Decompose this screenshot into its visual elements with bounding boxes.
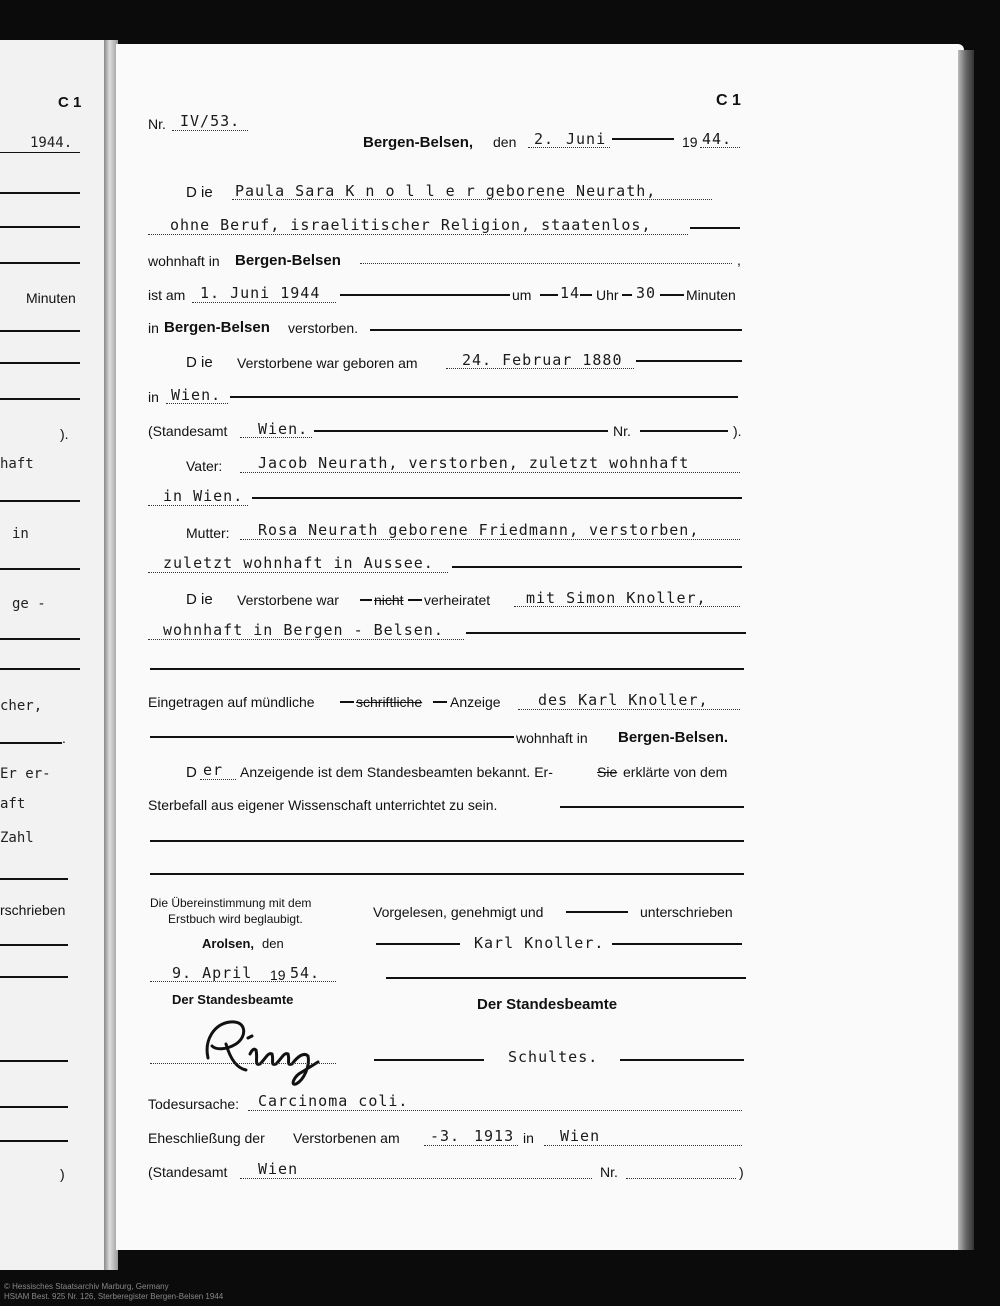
certification-year-suffix: 54. — [290, 964, 321, 982]
residence-place: Bergen-Belsen — [235, 252, 341, 269]
informant-residence: Bergen-Belsen. — [618, 729, 729, 746]
certification-place: Arolsen, — [202, 936, 255, 951]
official-signature — [196, 1010, 336, 1090]
birth-prefix: D ie — [186, 354, 213, 371]
spouse-residence: wohnhaft in Bergen - Belsen. — [163, 621, 444, 639]
left-fragment: ). — [60, 426, 69, 442]
marriage-date-year: 1913 — [474, 1127, 515, 1145]
schriftliche-struck: schriftliche — [356, 694, 423, 710]
birth-text: Verstorbene war geboren am — [237, 355, 418, 371]
birth-in-label: in — [148, 389, 159, 405]
signed-text: unterschrieben — [640, 904, 733, 920]
header-day: 2. — [534, 130, 555, 148]
marriage-in-label: in — [523, 1130, 534, 1146]
birth-place: Wien. — [171, 386, 222, 404]
page-edge — [958, 50, 974, 1250]
header-year-suffix: 44. — [702, 130, 733, 148]
marital-text-a: Verstorbene war — [237, 592, 339, 608]
wohnhaft-label: wohnhaft in — [148, 253, 220, 269]
certification-note-2: Erstbuch wird beglaubigt. — [168, 912, 303, 926]
left-fragment: . — [62, 730, 66, 746]
mother-line-1: Rosa Neurath geborene Friedmann, verstorben, — [258, 521, 700, 539]
read-approved-text: Vorgelesen, genehmigt und — [373, 904, 544, 920]
informant-signature: Karl Knoller. — [474, 934, 605, 952]
marriage-place: Wien — [560, 1127, 601, 1145]
vater-label: Vater: — [186, 458, 223, 474]
birth-close: ). — [733, 423, 742, 439]
death-date: 1. Juni 1944 — [200, 284, 321, 302]
cause-value: Carcinoma coli. — [258, 1092, 409, 1110]
marriage-nr-label: Nr. — [600, 1164, 618, 1180]
marital-prefix: D ie — [186, 591, 213, 608]
archive-footer — [4, 1282, 223, 1302]
left-fragment: aft — [0, 796, 26, 812]
marriage-label-a: Eheschließung der — [148, 1130, 265, 1146]
footer-line-2: HStAM Best. 925 Nr. 126, Sterberegister Bergen-Belsen 1944 — [4, 1292, 224, 1301]
minuten-label: Minuten — [686, 287, 736, 303]
birth-date: 24. Februar 1880 — [462, 351, 623, 369]
birth-standesamt-label: (Standesamt — [148, 423, 228, 439]
report-line-2: Sterbefall aus eigener Wissenschaft unterrichtet zu sein. — [148, 797, 498, 813]
certification-official-label: Der Standesbeamte — [172, 992, 294, 1007]
left-fragment: in — [12, 526, 29, 542]
certification-den: den — [262, 936, 284, 951]
birth-standesamt: Wien. — [258, 420, 309, 438]
place-heading: Bergen-Belsen, — [363, 134, 474, 151]
marriage-label-b: Verstorbenen am — [293, 1130, 400, 1146]
header-month: Juni — [566, 130, 607, 148]
certification-date: 9. April — [172, 964, 253, 982]
left-fragment: Er er- — [0, 766, 51, 782]
report-known-text: Anzeigende ist dem Standesbeamten bekannt. Er- — [240, 764, 553, 780]
footer-line-1: © Hessisches Staatsarchiv Marburg, Germany — [4, 1282, 169, 1291]
page-marker: C 1 — [716, 92, 741, 109]
certification-note-1: Die Übereinstimmung mit dem — [150, 896, 312, 910]
record-number-label: Nr. — [148, 116, 166, 132]
father-line-1: Jacob Neurath, verstorben, zuletzt wohnhaft — [258, 454, 690, 472]
header-year-prefix: 19 — [682, 134, 698, 150]
left-fragment: ) — [60, 1166, 65, 1182]
marriage-date-prefix: -3. — [430, 1127, 461, 1145]
marital-nicht-struck: nicht — [374, 592, 404, 608]
left-fragment: Minuten — [26, 290, 76, 306]
cause-label: Todesursache: — [148, 1096, 240, 1112]
um-label: um — [512, 287, 532, 303]
marital-text-b: verheiratet — [424, 592, 491, 608]
anzeige-label: Anzeige — [450, 694, 501, 710]
official-label: Der Standesbeamte — [477, 996, 618, 1013]
left-fragment: cher, — [0, 698, 43, 714]
spouse: mit Simon Knoller, — [526, 589, 707, 607]
uhr-label: Uhr — [596, 287, 619, 303]
informant-wohnhaft-label: wohnhaft in — [516, 730, 588, 746]
mutter-label: Mutter: — [186, 525, 230, 541]
eingetragen-label: Eingetragen auf mündliche — [148, 694, 315, 710]
left-page-marker: C 1 — [58, 94, 82, 111]
entry-die: D ie — [186, 184, 213, 201]
report-known-text-2: erklärte von dem — [623, 764, 728, 780]
in-label: in — [148, 320, 159, 336]
death-hour: 14 — [560, 284, 581, 302]
certification-year-prefix: 19 — [270, 967, 286, 983]
marriage-standesamt: Wien — [258, 1160, 299, 1178]
report-sie-struck: Sie — [597, 764, 618, 780]
verstorben-label: verstorben. — [288, 320, 359, 336]
left-fragment: Zahl — [0, 830, 34, 846]
father-line-2: in Wien. — [163, 487, 244, 505]
official-name: Schultes. — [508, 1048, 599, 1066]
occupation-line: ohne Beruf, israelitischer Religion, staatenlos, — [170, 216, 652, 234]
death-place: Bergen-Belsen — [164, 319, 270, 336]
report-d-prefix: D — [186, 764, 197, 781]
left-page — [0, 40, 112, 1270]
birth-nr-label: Nr. — [613, 423, 631, 439]
left-fragment: ge - — [12, 596, 46, 612]
informant: des Karl Knoller, — [538, 691, 709, 709]
report-er: er — [203, 761, 224, 779]
deceased-name-line: Paula Sara K n o l l e r geborene Neurath, — [235, 182, 657, 200]
marriage-close: ) — [739, 1164, 744, 1180]
left-fragment: rschrieben — [0, 902, 66, 918]
mother-line-2: zuletzt wohnhaft in Aussee. — [163, 554, 434, 572]
left-fragment: haft — [0, 456, 34, 472]
death-minutes: 30 — [636, 284, 657, 302]
marriage-standesamt-label: (Standesamt — [148, 1164, 228, 1180]
record-number: IV/53. — [180, 112, 241, 130]
left-fragment: 1944. — [30, 135, 73, 151]
date-den-label: den — [493, 134, 517, 150]
ist-am-label: ist am — [148, 287, 186, 303]
